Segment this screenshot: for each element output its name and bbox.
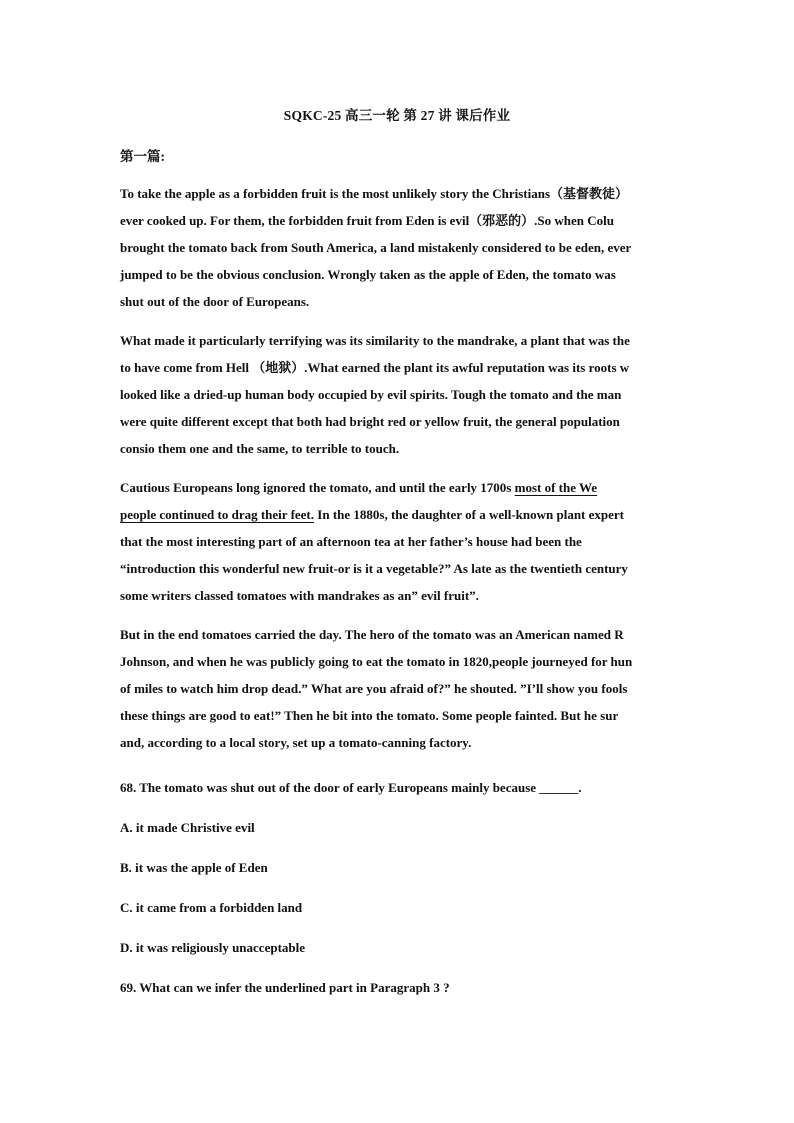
text-line: consio them one and the same, to terrible to touch. — [120, 441, 400, 456]
paragraph-2 — [120, 327, 680, 462]
underlined-text: most of the We — [514, 480, 598, 495]
underlined-text: people continued to drag their feet. — [120, 507, 315, 522]
questions — [120, 768, 680, 1008]
text-line: “introduction this wonderful new fruit-or is it a vegetable?” As late as the twentieth century — [120, 561, 628, 576]
text-line: were quite different except that both had bright red or yellow fruit, the general population — [120, 414, 620, 429]
section-label: 第一篇: — [120, 149, 165, 164]
question-68: 68. The tomato was shut out of the door of early Europeans mainly because ______. — [120, 780, 582, 795]
text-line: that the most interesting part of an afternoon tea at her father’s house had been the — [120, 534, 582, 549]
document-title: SQKC-25 高三一轮 第 27 讲 课后作业 — [283, 108, 511, 123]
question-69: 69. What can we infer the underlined part in Paragraph 3 ? — [120, 980, 450, 995]
text-segment: Cautious Europeans long ignored the tomato, and until the early 1700s — [120, 480, 515, 495]
text-line: these things are good to eat!” Then he bit into the tomato. Some people fainted. But he sur — [120, 708, 619, 723]
text-line: of miles to watch him drop dead.” What are you afraid of?” he shouted. ”I’ll show you fools — [120, 681, 628, 696]
option-b: B. it was the apple of Eden — [120, 860, 268, 875]
text-line: ever cooked up. For them, the forbidden fruit from Eden is evil（邪恶的）.So when Colu — [120, 213, 615, 228]
option-a: A. it made Christive evil — [120, 820, 255, 835]
text-segment: In the 1880s, the daughter of a well-known plant expert — [314, 507, 624, 522]
text-line: shut out of the door of Europeans. — [120, 294, 310, 309]
text-line — [120, 474, 680, 501]
text-line: to have come from Hell （地狱）.What earned the plant its awful reputation was its roots w — [120, 360, 630, 375]
text-line: What made it particularly terrifying was its similarity to the mandrake, a plant that was the — [120, 333, 630, 348]
text-line: Johnson, and when he was publicly going to eat the tomato in 1820,people journeyed for hun — [120, 654, 633, 669]
option-d: D. it was religiously unacceptable — [120, 940, 306, 955]
text-line: To take the apple as a forbidden fruit is the most unlikely story the Christians（基督教徒） — [120, 186, 628, 201]
text-line — [120, 501, 680, 528]
text-line: But in the end tomatoes carried the day. The hero of the tomato was an American named R — [120, 627, 624, 642]
paragraph-1 — [120, 180, 680, 315]
text-line: and, according to a local story, set up a tomato-canning factory. — [120, 735, 472, 750]
paragraph-4 — [120, 621, 680, 756]
passage-content — [120, 180, 680, 1008]
option-c: C. it came from a forbidden land — [120, 900, 303, 915]
text-line: some writers classed tomatoes with mandrakes as an” evil fruit”. — [120, 588, 479, 603]
text-line: brought the tomato back from South America, a land mistakenly considered to be eden, ever — [120, 240, 632, 255]
text-line: jumped to be the obvious conclusion. Wrongly taken as the apple of Eden, the tomato was — [120, 267, 616, 282]
paragraph-3 — [120, 474, 680, 609]
text-line: looked like a dried-up human body occupied by evil spirits. Tough the tomato and the man — [120, 387, 622, 402]
